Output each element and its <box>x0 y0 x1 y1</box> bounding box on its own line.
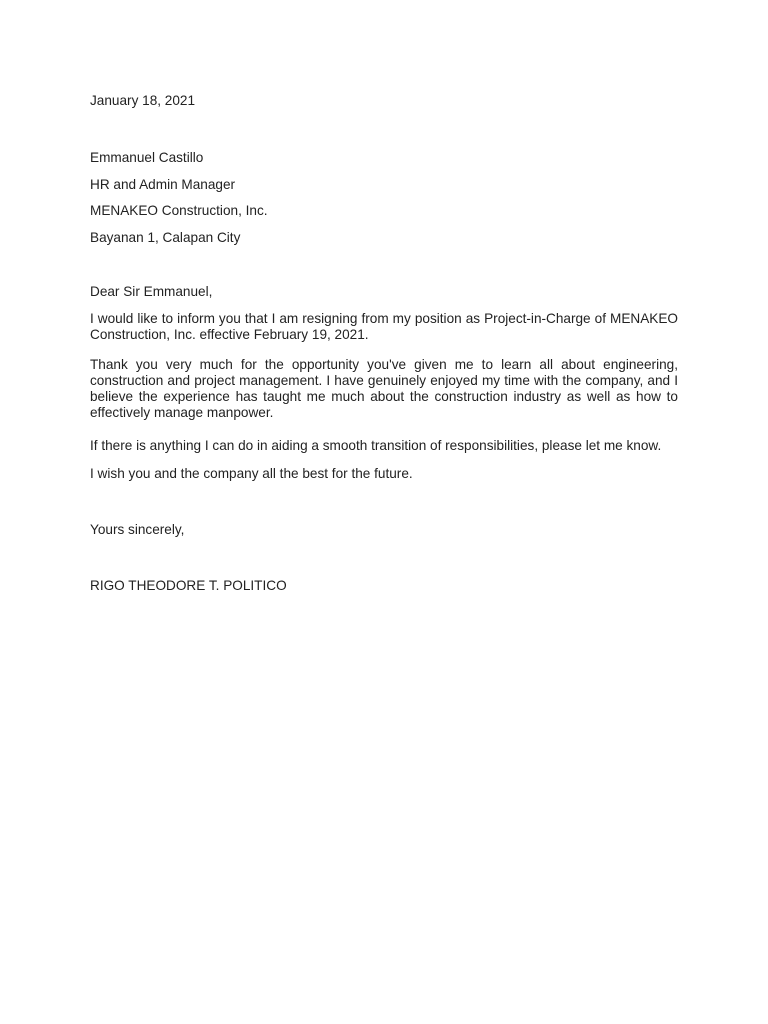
body-paragraph-4: I wish you and the company all the best for the future. <box>90 466 413 481</box>
signature-name: RIGO THEODORE T. POLITICO <box>90 578 287 593</box>
closing: Yours sincerely, <box>90 522 185 537</box>
recipient-title: HR and Admin Manager <box>90 177 236 192</box>
body-paragraph-3: If there is anything I can do in aiding a smooth transition of responsibilities, please let me know. <box>90 438 662 453</box>
letter-date: January 18, 2021 <box>90 93 196 108</box>
body-paragraph-1: I would like to inform you that I am resigning from my position as Project-in-Charge of MENAKEO Construction, Inc. effective February 19, 2021. <box>90 311 678 342</box>
salutation: Dear Sir Emmanuel, <box>90 284 213 299</box>
recipient-address: Bayanan 1, Calapan City <box>90 230 241 245</box>
body-paragraph-2: Thank you very much for the opportunity you've given me to learn all about engineering, construction and project management. I have genuinely enjoyed my time with the company, and I believe the experience has taught me much about the construction industry as well as how to effectively manage manpower. <box>90 357 678 420</box>
recipient-name: Emmanuel Castillo <box>90 150 204 165</box>
recipient-company: MENAKEO Construction, Inc. <box>90 203 268 218</box>
